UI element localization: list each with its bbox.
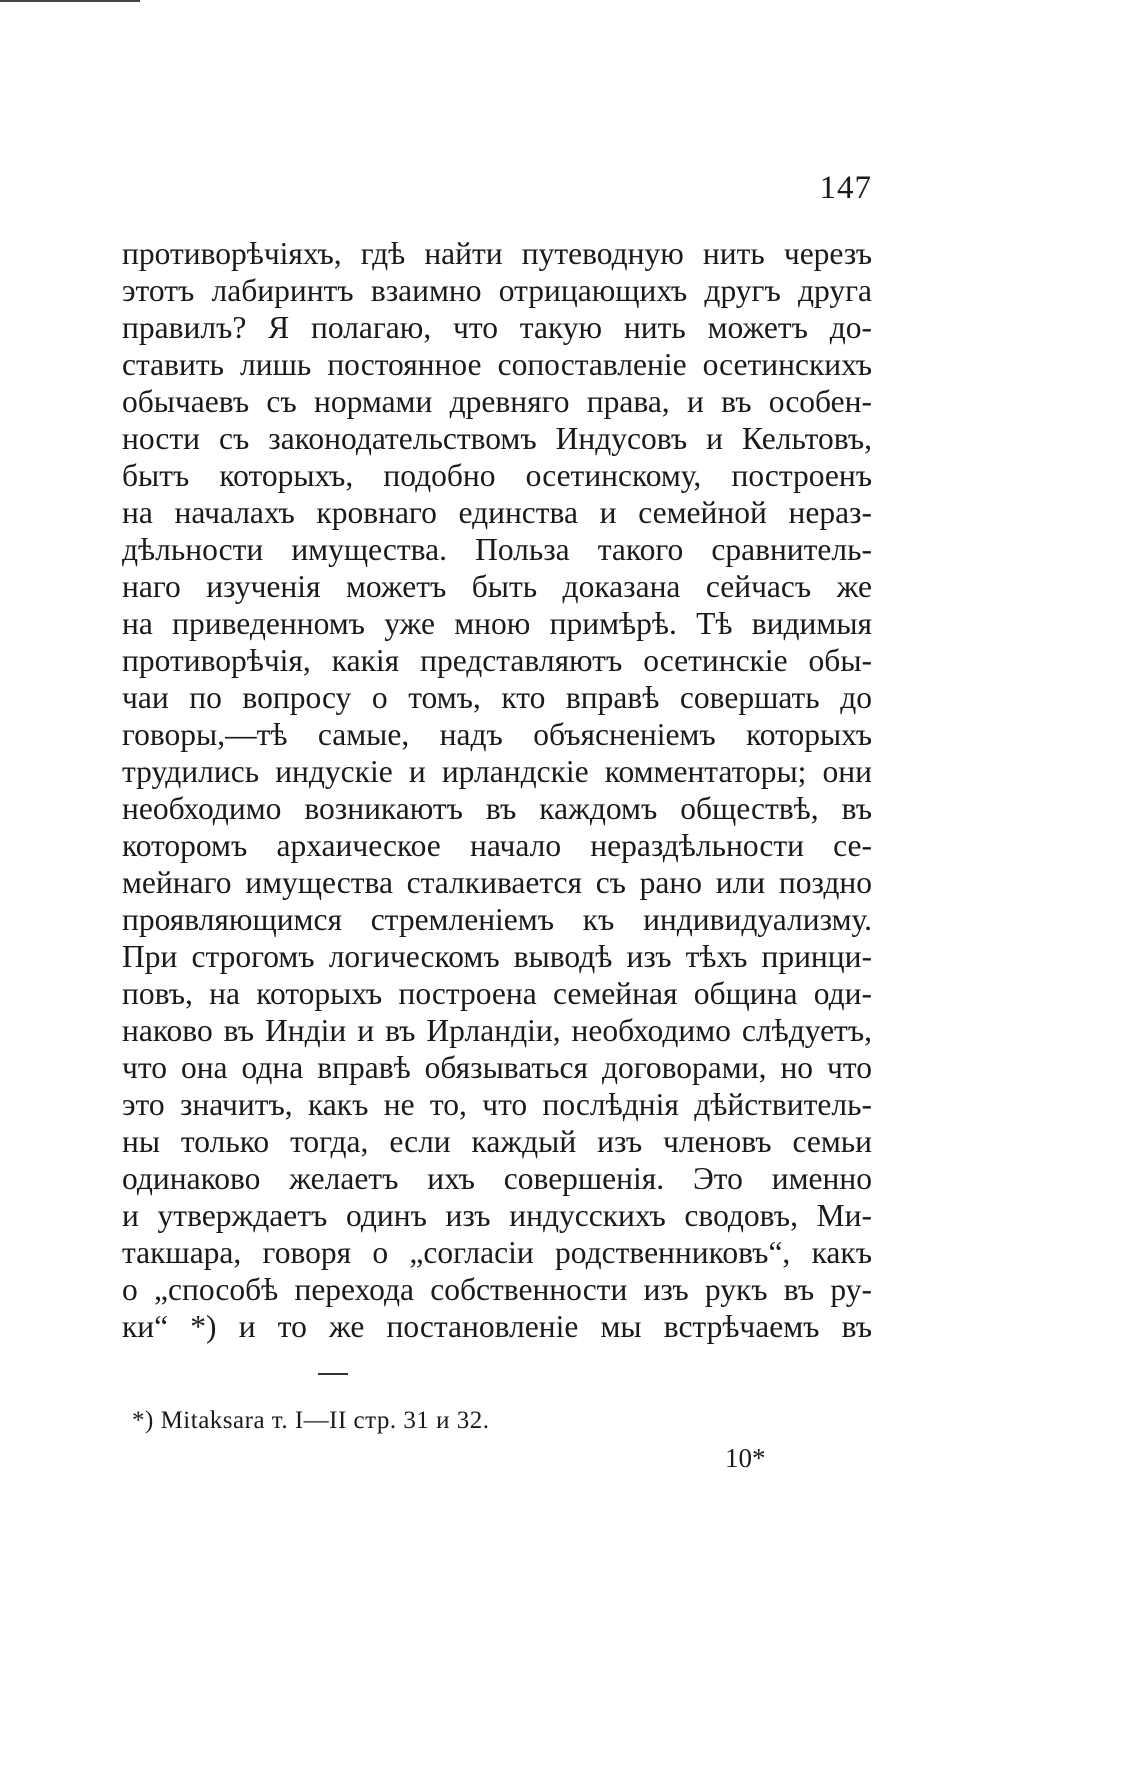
text-line: ны только тогда, если каждый изъ членовъ семьи	[122, 1124, 872, 1159]
text-line: правилъ? Я полагаю, что такую нить можетъ до-	[122, 310, 872, 345]
text-line: При строгомъ логическомъ выводѣ изъ тѣхъ принци-	[122, 939, 872, 974]
footnote: *) Mitaksara т. I—II стр. 31 и 32.	[132, 1407, 490, 1434]
text-line: противорѣчіяхъ, гдѣ найти путеводную нить черезъ	[122, 236, 872, 271]
text-line: ставить лишь постоянное сопоставленіе осетинскихъ	[122, 347, 872, 382]
text-line: что она одна вправѣ обязываться договорами, но что	[122, 1050, 872, 1085]
text-line: такшара, говоря о „согласіи родственниковъ“, какъ	[122, 1235, 872, 1270]
scan-edge-line	[0, 0, 140, 2]
text-line: ности съ законодательствомъ Индусовъ и Кельтовъ,	[122, 421, 872, 456]
text-line: наково въ Индіи и въ Ирландіи, необходимо слѣдуетъ,	[122, 1013, 872, 1048]
text-line: и утверждаетъ одинъ изъ индусскихъ сводовъ, Ми-	[122, 1198, 872, 1233]
text-line: трудились индускіе и ирландскіе комментаторы; они	[122, 754, 872, 789]
page-number: 147	[819, 170, 872, 206]
text-line: мейнаго имущества сталкивается съ рано или поздно	[122, 865, 872, 900]
signature-mark: 10*	[725, 1443, 766, 1473]
text-line: говоры,—тѣ самые, надъ объясненіемъ которыхъ	[122, 717, 872, 752]
text-line: одинаково желаетъ ихъ совершенія. Это именно	[122, 1161, 872, 1196]
text-line: противорѣчія, какія представляютъ осетинскіе обы-	[122, 643, 872, 678]
text-line: этотъ лабиринтъ взаимно отрицающихъ другъ друга	[122, 273, 872, 308]
text-line: о „способѣ перехода собственности изъ рукъ въ ру-	[122, 1272, 872, 1307]
text-line: на началахъ кровнаго единства и семейной нераз-	[122, 495, 872, 530]
text-line: это значитъ, какъ не то, что послѣднія дѣйствитель-	[122, 1087, 872, 1122]
text-line: обычаевъ съ нормами древняго права, и въ особен-	[122, 384, 872, 419]
text-line: проявляющимся стремленіемъ къ индивидуализму.	[122, 902, 872, 937]
text-line: дѣльности имущества. Польза такого сравнитель-	[122, 532, 872, 567]
text-line: чаи по вопросу о томъ, кто вправѣ совершать до	[122, 680, 872, 715]
body-text	[122, 235, 872, 1345]
text-line: ки“ *) и то же постановленіе мы встрѣчаемъ въ	[122, 1309, 872, 1344]
text-line: повъ, на которыхъ построена семейная община оди-	[122, 976, 872, 1011]
text-line: наго изученія можетъ быть доказана сейчасъ же	[122, 569, 872, 604]
text-line: бытъ которыхъ, подобно осетинскому, построенъ	[122, 458, 872, 493]
text-line: которомъ архаическое начало нераздѣльности се-	[122, 828, 872, 863]
footnote-rule	[318, 1373, 348, 1375]
text-line: необходимо возникаютъ въ каждомъ обществѣ, въ	[122, 791, 872, 826]
text-line: на приведенномъ уже мною примѣрѣ. Тѣ видимыя	[122, 606, 872, 641]
